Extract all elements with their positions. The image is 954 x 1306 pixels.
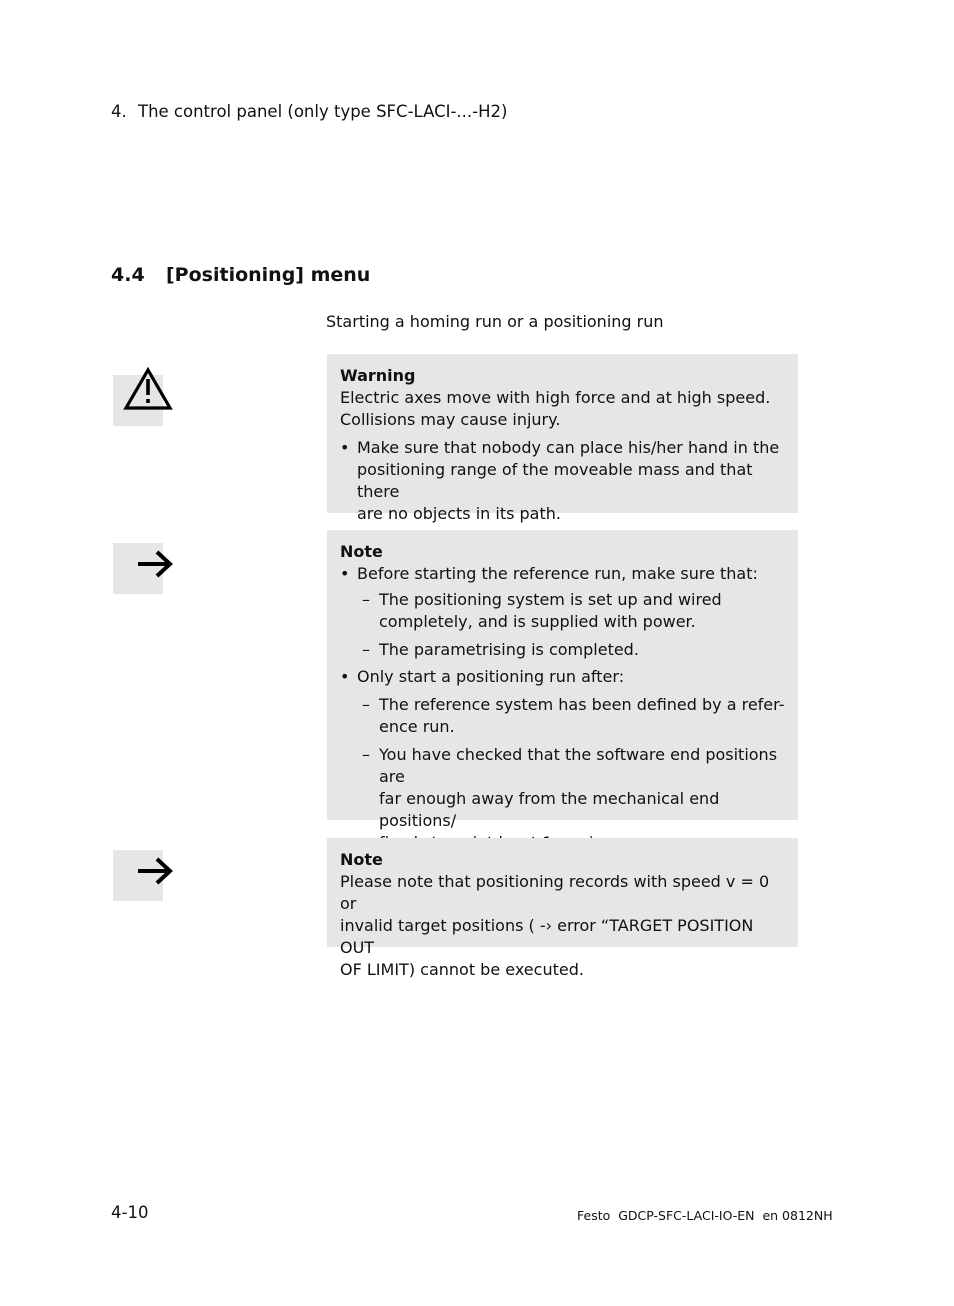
dash-mark: – [362, 695, 370, 714]
note-bullet [340, 666, 786, 688]
bullet-line: positioning range of the moveable mass and that there [357, 460, 753, 501]
note-icon-tile [113, 850, 163, 901]
page-number: 4-10 [111, 1203, 149, 1222]
dash-mark: – [362, 590, 370, 609]
warning-box [327, 354, 798, 523]
warning-triangle-icon [113, 375, 175, 426]
dash-mark: – [362, 640, 370, 659]
note-sub-item [340, 694, 786, 738]
arrow-right-icon [113, 850, 175, 901]
note-title: Note [340, 542, 383, 561]
note-bullet [340, 563, 786, 585]
section-number: 4.4 [111, 264, 145, 286]
sub-item-line: completely, and is supplied with power. [379, 612, 696, 631]
note-box-1 [327, 530, 798, 830]
note-sub-item [340, 639, 786, 661]
note-icon-tile [113, 543, 163, 594]
document-info: Festo GDCP-SFC-LACI-IO-EN en 0812NH [577, 1208, 833, 1223]
note-title: Note [340, 850, 383, 869]
sub-item-line: The positioning system is set up and wired [379, 590, 722, 609]
sub-item-line: The reference system has been defined by a refer- [379, 695, 785, 714]
sub-item-line: far enough away from the mechanical end positions/ [379, 789, 720, 830]
warning-icon-tile [113, 375, 163, 426]
bullet-mark: • [340, 564, 350, 583]
note-text-line: Please note that positioning records with speed v = 0 or [340, 872, 770, 913]
sub-item-line: ence run. [379, 717, 455, 736]
note-sub-item [340, 589, 786, 633]
section-intro: Starting a homing run or a positioning run [326, 312, 664, 331]
bullet-mark: • [340, 667, 350, 686]
note-text-line: invalid target positions ( -› error “TARGET POSITION OUT [340, 916, 754, 957]
bullet-line: Make sure that nobody can place his/her hand in the [357, 438, 780, 457]
sub-item-line: You have checked that the software end positions are [379, 745, 778, 786]
note-box-2 [327, 838, 798, 979]
warning-text-line: Electric axes move with high force and at high speed. [340, 388, 771, 407]
chapter-number: 4. [111, 102, 127, 121]
section-title: [Positioning] menu [166, 264, 371, 286]
bullet-text: Only start a positioning run after: [357, 667, 625, 686]
warning-title: Warning [340, 366, 416, 385]
sub-item-line: The parametrising is completed. [379, 640, 639, 659]
warning-bullet [340, 437, 786, 525]
dash-mark: – [362, 745, 370, 764]
bullet-line: are no objects in its path. [357, 504, 561, 523]
warning-text-line: Collisions may cause injury. [340, 410, 561, 429]
running-header [111, 102, 507, 121]
arrow-right-icon [113, 543, 175, 594]
bullet-mark: • [340, 438, 350, 457]
note-text-line: OF LIMIT) cannot be executed. [340, 960, 584, 979]
bullet-text: Before starting the reference run, make sure that: [357, 564, 758, 583]
section-heading [111, 264, 370, 286]
chapter-title: The control panel (only type SFC-LACI-...-H2) [138, 102, 508, 121]
